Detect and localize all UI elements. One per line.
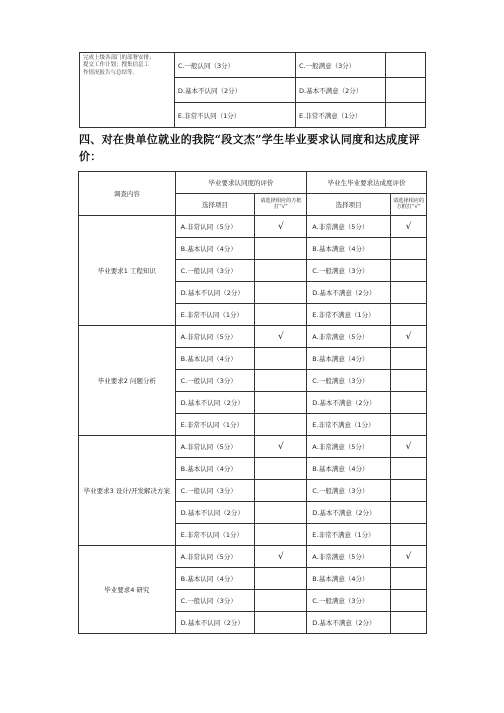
achievement-option: E.非常不满意（1分） bbox=[307, 414, 391, 436]
blank-check-cell[interactable] bbox=[386, 103, 426, 128]
check-mark-icon: √ bbox=[277, 221, 284, 232]
achievement-check-cell[interactable] bbox=[391, 612, 427, 634]
recognition-check-cell[interactable] bbox=[255, 392, 307, 414]
recognition-check-cell[interactable] bbox=[255, 414, 307, 436]
check-mark-icon: √ bbox=[405, 331, 412, 342]
recognition-check-cell[interactable] bbox=[255, 282, 307, 304]
recognition-check-cell[interactable] bbox=[255, 612, 307, 634]
achievement-check-cell[interactable] bbox=[391, 414, 427, 436]
subheader-left-item: 选择项目 bbox=[175, 194, 255, 216]
recognition-check-cell[interactable] bbox=[255, 480, 307, 502]
check-mark-icon: √ bbox=[405, 221, 412, 232]
table-row bbox=[79, 326, 427, 348]
achievement-option: C.一般满意（3分） bbox=[307, 260, 391, 282]
recognition-check-cell[interactable] bbox=[255, 260, 307, 282]
recognition-option: D.基本不认同（2分） bbox=[175, 392, 255, 414]
recognition-option: A.非常认同（5分） bbox=[175, 326, 255, 348]
requirement-label: 毕业要求3 设计/开发解决方案 bbox=[79, 436, 176, 546]
requirement-label: 毕业要求1 工程知识 bbox=[79, 216, 176, 326]
recognition-option: D.基本不认同（2分） bbox=[175, 612, 255, 634]
achievement-check-cell[interactable] bbox=[391, 458, 427, 480]
achievement-check-cell[interactable] bbox=[391, 480, 427, 502]
recognition-option: B.基本认同（4分） bbox=[175, 458, 255, 480]
recognition-check-cell[interactable] bbox=[255, 436, 307, 458]
achievement-option: D.基本不满意（2分） bbox=[307, 282, 391, 304]
achievement-option: C.一般满意（3分） bbox=[307, 480, 391, 502]
recognition-check-cell[interactable] bbox=[255, 590, 307, 612]
table-header-row bbox=[79, 172, 427, 194]
check-mark-icon: √ bbox=[405, 441, 412, 452]
achievement-check-cell[interactable] bbox=[391, 524, 427, 546]
achievement-check-cell[interactable] bbox=[391, 502, 427, 524]
recognition-option: A.非常认同（5分） bbox=[175, 216, 255, 238]
recognition-check-cell[interactable] bbox=[255, 458, 307, 480]
check-mark-icon: √ bbox=[277, 441, 284, 452]
recognition-check-cell[interactable] bbox=[255, 370, 307, 392]
table-body bbox=[79, 172, 427, 634]
table-row bbox=[79, 546, 427, 568]
achievement-check-cell[interactable] bbox=[391, 282, 427, 304]
requirement-label: 毕业要求4 研究 bbox=[79, 546, 176, 634]
achievement-option: C.一般满意（3分） bbox=[307, 590, 391, 612]
achievement-option: B.基本满意（4分） bbox=[307, 348, 391, 370]
achievement-check-cell[interactable] bbox=[391, 216, 427, 238]
achievement-option: A.非常满意（5分） bbox=[307, 326, 391, 348]
achievement-option: C.一般满意（3分） bbox=[307, 370, 391, 392]
recognition-option: A.非常认同（5分） bbox=[175, 546, 255, 568]
recognition-option: C.一般认同（3分） bbox=[175, 260, 255, 282]
recognition-check-cell[interactable] bbox=[255, 546, 307, 568]
recognition-option: B.基本认同（4分） bbox=[175, 238, 255, 260]
achievement-option: B.基本满意（4分） bbox=[307, 568, 391, 590]
recognition-check-cell[interactable] bbox=[255, 348, 307, 370]
achievement-check-cell[interactable] bbox=[391, 392, 427, 414]
recognition-check-cell[interactable] bbox=[255, 326, 307, 348]
header-achievement: 毕业生毕业要求达成度评价 bbox=[307, 172, 427, 194]
table-row bbox=[79, 436, 427, 458]
check-mark-icon: √ bbox=[277, 551, 284, 562]
achievement-check-cell[interactable] bbox=[391, 546, 427, 568]
section-title: 四、对在贵单位就业的我院“段文杰”学生毕业要求认同度和达成度评价： bbox=[79, 133, 420, 163]
recognition-option: C.一般认同（3分） bbox=[175, 590, 255, 612]
check-mark-icon: √ bbox=[277, 331, 284, 342]
blank-check-cell[interactable] bbox=[386, 78, 426, 103]
achievement-check-cell[interactable] bbox=[391, 326, 427, 348]
option-cell: E.非常不满意（1分） bbox=[296, 103, 386, 128]
recognition-option: A.非常认同（5分） bbox=[175, 436, 255, 458]
recognition-check-cell[interactable] bbox=[255, 304, 307, 326]
recognition-option: D.基本不认同（2分） bbox=[175, 282, 255, 304]
achievement-check-cell[interactable] bbox=[391, 436, 427, 458]
achievement-check-cell[interactable] bbox=[391, 568, 427, 590]
recognition-check-cell[interactable] bbox=[255, 238, 307, 260]
graduation-requirement-table bbox=[78, 171, 427, 634]
subheader-left-mark: 请选择相应的方框打“√” bbox=[255, 194, 307, 216]
achievement-check-cell[interactable] bbox=[391, 260, 427, 282]
header-content: 调查内容 bbox=[79, 172, 176, 216]
option-cell: C.一般认同（3分） bbox=[174, 53, 295, 78]
requirement-label: 毕业要求2 问题分析 bbox=[79, 326, 176, 436]
subheader-right-mark: 请选择相应的方框打“√” bbox=[391, 194, 427, 216]
achievement-option: E.非常不满意（1分） bbox=[307, 524, 391, 546]
previous-survey-table bbox=[79, 52, 426, 128]
table-row bbox=[79, 216, 427, 238]
achievement-check-cell[interactable] bbox=[391, 348, 427, 370]
blank-check-cell[interactable] bbox=[386, 53, 426, 78]
achievement-check-cell[interactable] bbox=[391, 590, 427, 612]
recognition-option: B.基本认同（4分） bbox=[175, 348, 255, 370]
recognition-option: E.非常不认同（1分） bbox=[175, 524, 255, 546]
option-cell: C.一般满意（3分） bbox=[296, 53, 386, 78]
achievement-option: D.基本不满意（2分） bbox=[307, 502, 391, 524]
recognition-check-cell[interactable] bbox=[255, 502, 307, 524]
previous-question-text: 完成上级各部门的部署安排； 提交工作计划；搜集信息工 作情况报告与总结等。 bbox=[80, 53, 175, 128]
achievement-option: A.非常满意（5分） bbox=[307, 436, 391, 458]
achievement-option: A.非常满意（5分） bbox=[307, 546, 391, 568]
achievement-option: D.基本不满意（2分） bbox=[307, 392, 391, 414]
header-recognition: 毕业要求认同度的评价 bbox=[175, 172, 307, 194]
recognition-option: C.一般认同（3分） bbox=[175, 480, 255, 502]
achievement-option: A.非常满意（5分） bbox=[307, 216, 391, 238]
recognition-option: E.非常不认同（1分） bbox=[175, 304, 255, 326]
option-cell: D.基本不满意（2分） bbox=[296, 78, 386, 103]
achievement-check-cell[interactable] bbox=[391, 370, 427, 392]
achievement-option: E.非常不满意（1分） bbox=[307, 304, 391, 326]
achievement-check-cell[interactable] bbox=[391, 238, 427, 260]
recognition-check-cell[interactable] bbox=[255, 216, 307, 238]
subheader-right-item: 选择项目 bbox=[307, 194, 391, 216]
recognition-option: E.非常不认同（1分） bbox=[175, 414, 255, 436]
check-mark-icon: √ bbox=[405, 551, 412, 562]
achievement-check-cell[interactable] bbox=[391, 304, 427, 326]
achievement-option: D.基本不满意（2分） bbox=[307, 612, 391, 634]
recognition-option: D.基本不认同（2分） bbox=[175, 502, 255, 524]
option-cell: E.非常不认同（1分） bbox=[174, 103, 295, 128]
option-cell: D.基本不认同（2分） bbox=[174, 78, 295, 103]
achievement-option: B.基本满意（4分） bbox=[307, 458, 391, 480]
achievement-option: B.基本满意（4分） bbox=[307, 238, 391, 260]
recognition-check-cell[interactable] bbox=[255, 568, 307, 590]
recognition-check-cell[interactable] bbox=[255, 524, 307, 546]
recognition-option: C.一般认同（3分） bbox=[175, 370, 255, 392]
recognition-option: B.基本认同（4分） bbox=[175, 568, 255, 590]
